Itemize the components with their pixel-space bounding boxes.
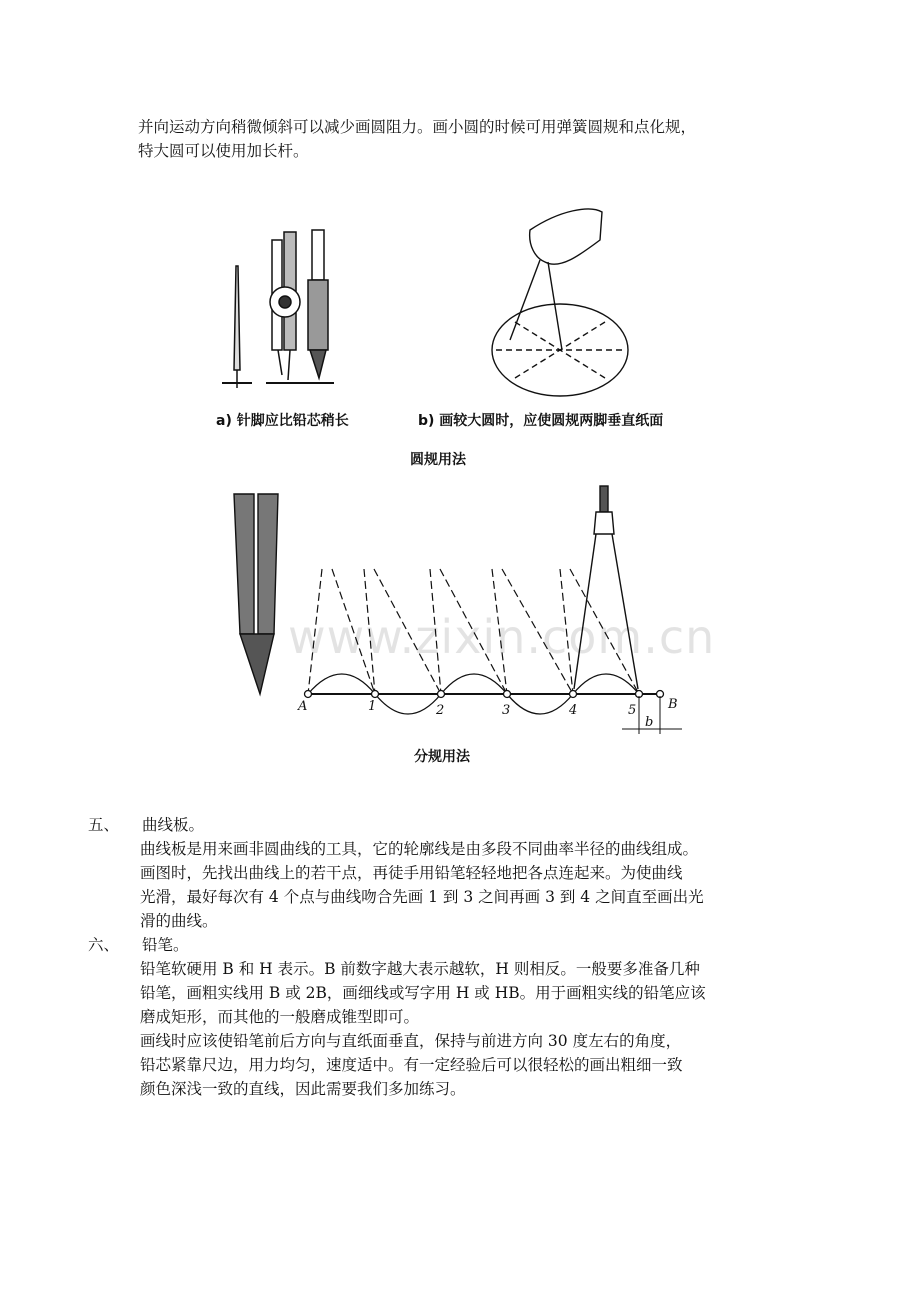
section5-line-4: 滑的曲线。 [140, 912, 218, 930]
section6-title: 铅笔。 [142, 936, 189, 954]
point-label-2: 2 [436, 703, 445, 718]
intro-line-2: 特大圆可以使用加长杆。 [138, 142, 309, 160]
compass-usage-illustration [210, 200, 730, 400]
point-label-1: 1 [368, 699, 377, 714]
section6-line-2: 铅笔，画粗实线用 B 或 2B，画细线或写字用 H 或 HB。用于画粗实线的铅笔应该 [140, 984, 706, 1002]
pencil-leg-drawing [304, 230, 334, 383]
figure1-caption-b: b) 画较大圆时，应使圆规两脚垂直纸面 [418, 413, 664, 429]
point-label-a: A [298, 699, 308, 714]
hand-compass-drawing [492, 209, 628, 396]
section6-number: 六、 [88, 936, 120, 954]
section5-line-3: 光滑，最好每次有 4 个点与曲线吻合先画 1 到 3 之间再画 3 到 4 之间直至画出光 [140, 888, 704, 906]
section6-line-3: 磨成矩形，而其他的一般磨成锥型即可。 [140, 1008, 420, 1026]
section6-line-6: 颜色深浅一致的直线，因此需要我们多加练习。 [140, 1080, 466, 1098]
intro-line-1: 并向运动方向稍微倾斜可以减少画圆阻力。画小圆的时候可用弹簧圆规和点化规， [138, 118, 697, 136]
point-label-b: B [668, 697, 678, 712]
compass-leg-drawing [266, 232, 306, 383]
section6-line-5: 铅芯紧靠尺边，用力均匀，速度适中。有一定经验后可以很轻松的画出粗细一致 [140, 1056, 683, 1074]
figure2-title: 分规用法 [414, 749, 470, 765]
figure1-caption-a: a) 针脚应比铅芯稍长 [216, 413, 349, 429]
needle-point-drawing [222, 266, 252, 388]
section6-line-1: 铅笔软硬用 B 和 H 表示。B 前数字越大表示越软，H 则相反。一般要多准备几种 [140, 960, 700, 978]
divider-usage-illustration [222, 484, 702, 734]
section5-line-2: 画图时，先找出曲线上的若干点，再徒手用铅笔轻轻地把各点连起来。为使曲线 [140, 864, 683, 882]
section5-number: 五、 [88, 816, 120, 834]
point-label-3: 3 [502, 703, 511, 718]
point-label-5: 5 [628, 703, 637, 718]
section6-line-4: 画线时应该使铅笔前后方向与直纸面垂直，保持与前进方向 30 度左右的角度， [140, 1032, 682, 1050]
watermark: www.zixin.com.cn [288, 610, 716, 664]
figure1-title: 圆规用法 [410, 452, 466, 468]
dimension-label-b: b [645, 715, 654, 730]
divider-shaft-drawing [234, 494, 278, 694]
point-label-4: 4 [569, 703, 578, 718]
section5-title: 曲线板。 [142, 816, 205, 834]
section5-line-1: 曲线板是用来画非圆曲线的工具，它的轮廓线是由多段不同曲率半径的曲线组成。 [140, 840, 699, 858]
